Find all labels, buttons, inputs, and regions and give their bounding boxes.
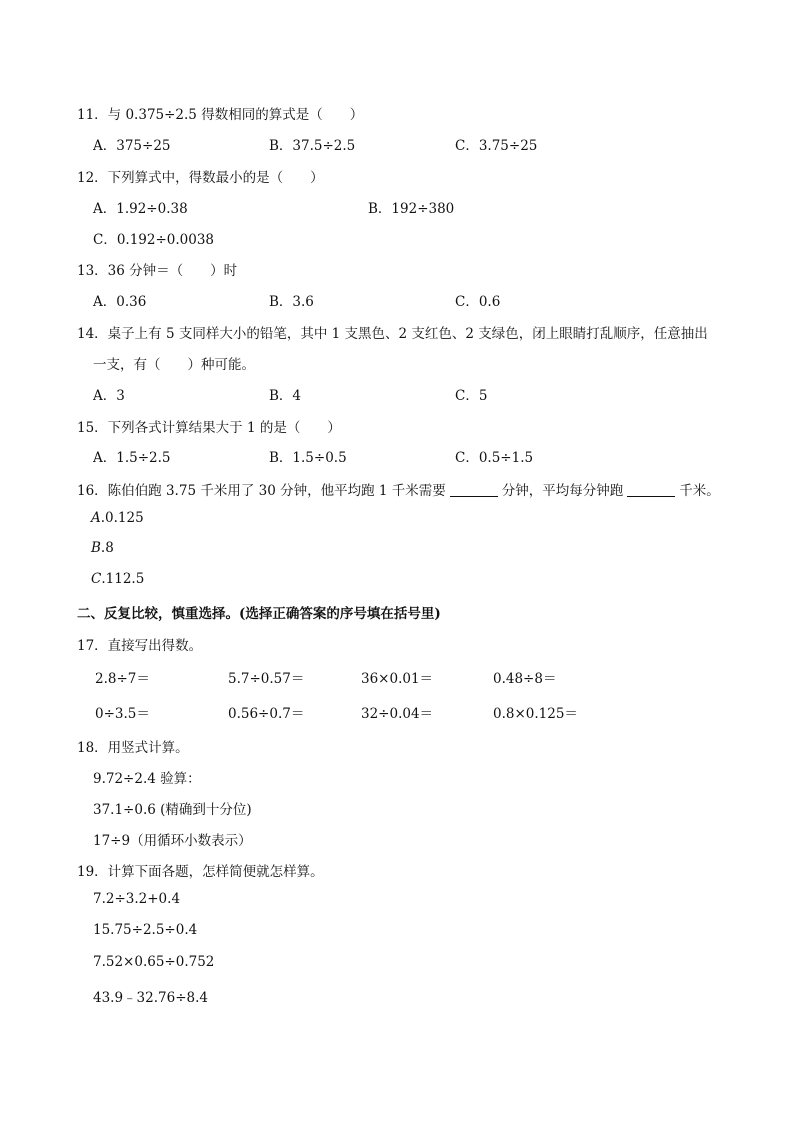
section-2-title: 二、反复比较，慎重选择。(选择正确答案的序号填在括号里) bbox=[77, 606, 441, 622]
question-16-option-b: B.8 bbox=[91, 540, 114, 556]
stem-part-1: 16．陈伯伯跑 3.75 千米用了 30 分钟，他平均跑 1 千米需要 bbox=[77, 483, 446, 499]
question-16-option-a: A.0.125 bbox=[91, 510, 144, 526]
question-18-item: 37.1÷0.6 (精确到十分位) bbox=[93, 802, 252, 818]
option-b: B．3.6 bbox=[269, 294, 314, 310]
calc-item: 5.7÷0.57＝ bbox=[228, 671, 305, 687]
option-c: C．0.6 bbox=[455, 294, 501, 310]
option-c: C．3.75÷25 bbox=[455, 138, 538, 154]
question-15-stem: 15．下列各式计算结果大于 1 的是（ ） bbox=[77, 420, 341, 436]
option-c-text: .112.5 bbox=[101, 571, 145, 587]
option-b: B．37.5÷2.5 bbox=[269, 138, 356, 154]
question-19-stem: 19．计算下面各题，怎样简便就怎样算。 bbox=[77, 864, 324, 880]
calc-item: 0÷3.5＝ bbox=[95, 706, 150, 722]
question-18-item: 9.72÷2.4 验算： bbox=[93, 771, 201, 787]
option-a: A．375÷25 bbox=[93, 138, 171, 154]
option-b: B．4 bbox=[269, 388, 302, 404]
question-16-option-c: C.112.5 bbox=[91, 571, 145, 587]
question-14-stem-line1: 14．桌子上有 5 支同样大小的铅笔，其中 1 支黑色、2 支红色、2 支绿色，闭上眼睛打乱顺序，任意抽出 bbox=[77, 326, 708, 342]
option-c: C．5 bbox=[455, 388, 488, 404]
question-16-stem bbox=[77, 479, 720, 499]
calc-item: 0.56÷0.7＝ bbox=[228, 706, 305, 722]
option-c: C．0.192÷0.0038 bbox=[93, 232, 215, 248]
question-18-item: 17÷9（用循环小数表示） bbox=[93, 833, 252, 849]
option-a: A．1.92÷0.38 bbox=[93, 201, 188, 217]
question-19-item: 15.75÷2.5÷0.4 bbox=[93, 922, 198, 938]
question-13-stem: 13．36 分钟＝（ ）时 bbox=[77, 263, 238, 279]
question-14-stem-line2: 一支，有（ ）种可能。 bbox=[93, 357, 255, 373]
option-a-text: .0.125 bbox=[100, 510, 144, 526]
option-a: A．3 bbox=[93, 388, 125, 404]
answer-blank-2[interactable] bbox=[627, 484, 675, 497]
option-a: A．0.36 bbox=[93, 294, 147, 310]
stem-part-2: 分钟，平均每分钟跑 bbox=[501, 483, 624, 499]
question-19-item: 7.52×0.65÷0.752 bbox=[93, 954, 215, 970]
calc-item: 0.8×0.125＝ bbox=[493, 706, 578, 722]
question-17-stem: 17．直接写出得数。 bbox=[77, 638, 203, 654]
calc-item: 36×0.01＝ bbox=[361, 671, 434, 687]
option-a: A．1.5÷2.5 bbox=[93, 450, 171, 466]
option-b: B．192÷380 bbox=[368, 201, 455, 217]
question-19-item: 7.2÷3.2+0.4 bbox=[93, 891, 181, 907]
calc-item: 32÷0.04＝ bbox=[361, 706, 434, 722]
stem-part-3: 千米。 bbox=[679, 483, 720, 499]
question-18-stem: 18．用竖式计算。 bbox=[77, 740, 189, 756]
option-c: C．0.5÷1.5 bbox=[455, 450, 534, 466]
question-12-stem: 12．下列算式中，得数最小的是（ ） bbox=[77, 170, 324, 186]
question-19-item: 43.9﹣32.76÷8.4 bbox=[93, 990, 208, 1006]
question-11-stem: 11．与 0.375÷2.5 得数相同的算式是（ ） bbox=[77, 107, 364, 123]
calc-item: 2.8÷7＝ bbox=[95, 671, 150, 687]
option-b-text: .8 bbox=[100, 540, 114, 556]
calc-item: 0.48÷8＝ bbox=[493, 671, 557, 687]
option-b: B．1.5÷0.5 bbox=[269, 450, 347, 466]
answer-blank-1[interactable] bbox=[450, 484, 498, 497]
